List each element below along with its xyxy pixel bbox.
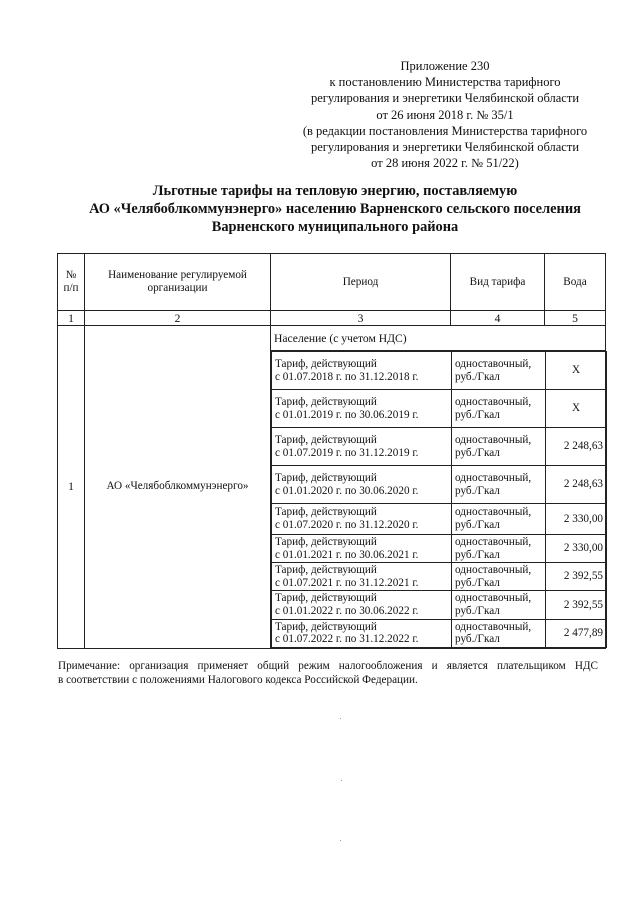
appendix-line: регулирования и энергетики Челябинской области bbox=[310, 91, 580, 106]
header-tariff-type: Вид тарифа bbox=[451, 254, 545, 311]
tariff-type: одноставочный, руб./Гкал bbox=[452, 591, 546, 619]
header-organization: Наименование регулируемой организации bbox=[85, 254, 271, 311]
note bbox=[58, 660, 598, 687]
scan-speck bbox=[340, 718, 341, 719]
tariff-period: Тариф, действующий с 01.07.2019 г. по 31.12.2019 г. bbox=[272, 428, 452, 466]
row-index: 1 bbox=[58, 326, 85, 649]
header-water: Вода bbox=[545, 254, 606, 311]
group-label: Население (с учетом НДС) bbox=[271, 326, 606, 351]
tariff-type: одноставочный, руб./Гкал bbox=[452, 619, 546, 647]
tariff-period: Тариф, действующий с 01.01.2021 г. по 30.06.2021 г. bbox=[272, 535, 452, 563]
tariff-period: Тариф, действующий с 01.07.2018 г. по 31.12.2018 г. bbox=[272, 352, 452, 390]
tariff-row bbox=[272, 619, 607, 647]
tariff-row bbox=[272, 563, 607, 591]
tariff-rows bbox=[271, 351, 607, 648]
column-number: 1 bbox=[58, 311, 85, 326]
column-number-row bbox=[58, 311, 606, 326]
column-number: 5 bbox=[545, 311, 606, 326]
document-title bbox=[40, 182, 630, 236]
appendix-line: от 26 июня 2018 г. № 35/1 bbox=[376, 107, 514, 122]
appendix-block bbox=[270, 58, 620, 171]
tariff-water-value: 2 477,89 bbox=[546, 619, 607, 647]
title-line: Льготные тарифы на тепловую энергию, поставляемую bbox=[152, 183, 518, 199]
tariff-period: Тариф, действующий с 01.01.2022 г. по 30.06.2022 г. bbox=[272, 591, 452, 619]
tariff-water-value: 2 330,00 bbox=[546, 504, 607, 535]
group-row bbox=[58, 326, 606, 351]
tariff-rows-cell bbox=[271, 351, 606, 649]
header-row bbox=[58, 254, 606, 311]
appendix-line: к постановлению Министерства тарифного bbox=[329, 75, 561, 90]
tariff-water-value: X bbox=[546, 352, 607, 390]
tariff-type: одноставочный, руб./Гкал bbox=[452, 352, 546, 390]
tariff-period: Тариф, действующий с 01.07.2020 г. по 31.12.2020 г. bbox=[272, 504, 452, 535]
title-line: АО «Челябоблкоммунэнерго» населению Варненского сельского поселения bbox=[89, 201, 581, 217]
tariff-row bbox=[272, 535, 607, 563]
tariff-row bbox=[272, 390, 607, 428]
tariff-type: одноставочный, руб./Гкал bbox=[452, 390, 546, 428]
note-line: Примечание: организация применяет общий режим налогообложения и является плательщиком НДС bbox=[58, 660, 598, 672]
tariff-water-value: X bbox=[546, 390, 607, 428]
tariff-row bbox=[272, 466, 607, 504]
tariff-water-value: 2 248,63 bbox=[546, 428, 607, 466]
header-num: № п/п bbox=[58, 254, 85, 311]
tariff-type: одноставочный, руб./Гкал bbox=[452, 535, 546, 563]
tariff-row bbox=[272, 428, 607, 466]
tariff-type: одноставочный, руб./Гкал bbox=[452, 563, 546, 591]
tariff-row bbox=[272, 504, 607, 535]
tariff-row bbox=[272, 352, 607, 390]
tariff-period: Тариф, действующий с 01.07.2021 г. по 31.12.2021 г. bbox=[272, 563, 452, 591]
title-line: Варненского муниципального района bbox=[211, 219, 459, 235]
column-number: 4 bbox=[451, 311, 545, 326]
tariff-water-value: 2 392,55 bbox=[546, 563, 607, 591]
appendix-line: регулирования и энергетики Челябинской области bbox=[310, 140, 580, 155]
tariff-period: Тариф, действующий с 01.01.2020 г. по 30.06.2020 г. bbox=[272, 466, 452, 504]
column-number: 2 bbox=[85, 311, 271, 326]
scan-speck bbox=[341, 780, 342, 781]
tariff-water-value: 2 330,00 bbox=[546, 535, 607, 563]
tariff-type: одноставочный, руб./Гкал bbox=[452, 428, 546, 466]
column-number: 3 bbox=[271, 311, 451, 326]
scan-speck bbox=[340, 840, 341, 841]
tariff-water-value: 2 392,55 bbox=[546, 591, 607, 619]
organization-name: АО «Челябоблкоммунэнерго» bbox=[85, 326, 271, 649]
tariff-type: одноставочный, руб./Гкал bbox=[452, 504, 546, 535]
note-line: в соответствии с положениями Налогового кодекса Российской Федерации. bbox=[58, 673, 418, 686]
tariff-period: Тариф, действующий с 01.01.2019 г. по 30.06.2019 г. bbox=[272, 390, 452, 428]
tariff-period: Тариф, действующий с 01.07.2022 г. по 31.12.2022 г. bbox=[272, 619, 452, 647]
appendix-line: Приложение 230 bbox=[400, 59, 490, 73]
tariff-water-value: 2 248,63 bbox=[546, 466, 607, 504]
tariff-row bbox=[272, 591, 607, 619]
appendix-line: от 28 июня 2022 г. № 51/22) bbox=[371, 156, 519, 171]
appendix-line: (в редакции постановления Министерства тарифного bbox=[302, 123, 588, 138]
tariff-type: одноставочный, руб./Гкал bbox=[452, 466, 546, 504]
tariff-table bbox=[57, 253, 606, 649]
header-period: Период bbox=[271, 254, 451, 311]
